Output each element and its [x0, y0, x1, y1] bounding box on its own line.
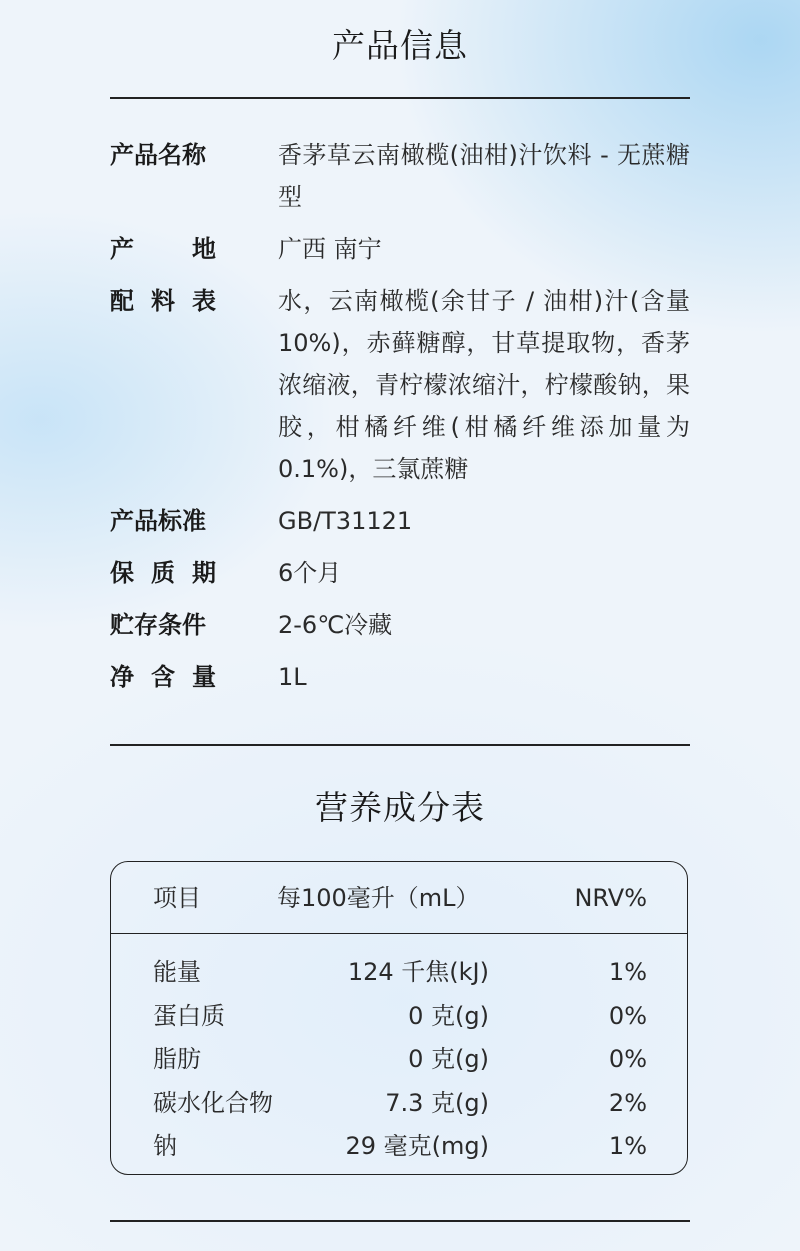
info-label: 贮存条件 [110, 611, 206, 639]
info-label: 产品标准 [110, 507, 206, 535]
info-row-ingredients [110, 280, 690, 490]
info-label-spaced [110, 280, 216, 322]
table-row [111, 994, 687, 1038]
info-label-char: 净 [110, 663, 134, 691]
info-value: 1L [278, 663, 307, 691]
table-row [111, 1124, 687, 1168]
header-nrv: NRV% [574, 884, 647, 912]
product-info-list [110, 134, 690, 708]
nutrition-table-body [111, 950, 687, 1168]
table-row [111, 1081, 687, 1125]
info-row-name [110, 134, 690, 218]
table-row [111, 1037, 687, 1081]
info-value: 水，云南橄榄(余甘子 / 油柑)汁(含量 10%)，赤藓糖醇，甘草提取物，香茅浓缩液，青柠檬浓缩汁，柠檬酸钠，果胶，柑橘纤维(柑橘纤维添加量为 0.1%)，三氯蔗糖 [278, 287, 690, 483]
nutrient-amount: 7.3 克(g) [385, 1088, 489, 1117]
info-row-net-content [110, 656, 690, 698]
info-value: GB/T31121 [278, 507, 413, 535]
nutrient-nrv: 0% [608, 1001, 647, 1030]
info-value: 广西 南宁 [278, 235, 382, 263]
nutrient-nrv: 2% [608, 1088, 647, 1117]
product-info-title: 产品信息 [332, 26, 468, 65]
info-label-char: 地 [192, 235, 216, 263]
info-value: 2-6℃冷藏 [278, 611, 393, 639]
nutrient-amount: 0 克(g) [408, 1045, 489, 1073]
nutrient-nrv: 1% [608, 1132, 647, 1160]
info-label-char: 产 [110, 235, 134, 263]
header-item: 项目 [153, 884, 201, 912]
info-label-char: 量 [192, 663, 216, 691]
info-label: 产品名称 [110, 141, 206, 169]
header-per-100ml: 每100毫升（mL） [277, 884, 480, 912]
info-label-char: 期 [192, 559, 216, 587]
info-value: 6个月 [278, 559, 342, 587]
nutrition-table [110, 861, 688, 1175]
nutrient-name: 能量 [153, 958, 201, 986]
info-label-spaced [110, 552, 216, 594]
divider-top [110, 97, 690, 99]
info-label-char: 表 [192, 287, 216, 315]
info-label-spaced [110, 656, 216, 698]
nutrient-name: 钠 [153, 1132, 177, 1160]
info-row-shelf-life [110, 552, 690, 594]
info-label-char: 保 [110, 559, 134, 587]
nutrient-nrv: 1% [608, 958, 647, 986]
info-label-char: 含 [151, 663, 175, 691]
info-row-storage [110, 604, 690, 646]
nutrient-amount: 124 千焦(kJ) [347, 958, 489, 986]
info-label-char: 质 [151, 559, 175, 587]
nutrition-table-header [111, 862, 687, 934]
nutrient-nrv: 0% [608, 1045, 647, 1073]
table-row [111, 950, 687, 994]
info-row-origin [110, 228, 690, 270]
divider-middle [110, 744, 690, 746]
nutrient-amount: 29 毫克(mg) [345, 1132, 489, 1160]
nutrient-name: 蛋白质 [153, 1001, 225, 1030]
nutrient-name: 碳水化合物 [153, 1088, 273, 1117]
info-label-char: 配 [110, 287, 134, 315]
nutrient-name: 脂肪 [153, 1045, 201, 1073]
info-value: 香茅草云南橄榄(油柑)汁饮料 - 无蔗糖型 [278, 141, 690, 211]
nutrient-amount: 0 克(g) [408, 1001, 489, 1030]
nutrition-title: 营养成分表 [315, 788, 485, 827]
info-label-char: 料 [151, 287, 175, 315]
info-label-spaced [110, 228, 216, 270]
divider-bottom [110, 1220, 690, 1222]
info-row-standard [110, 500, 690, 542]
